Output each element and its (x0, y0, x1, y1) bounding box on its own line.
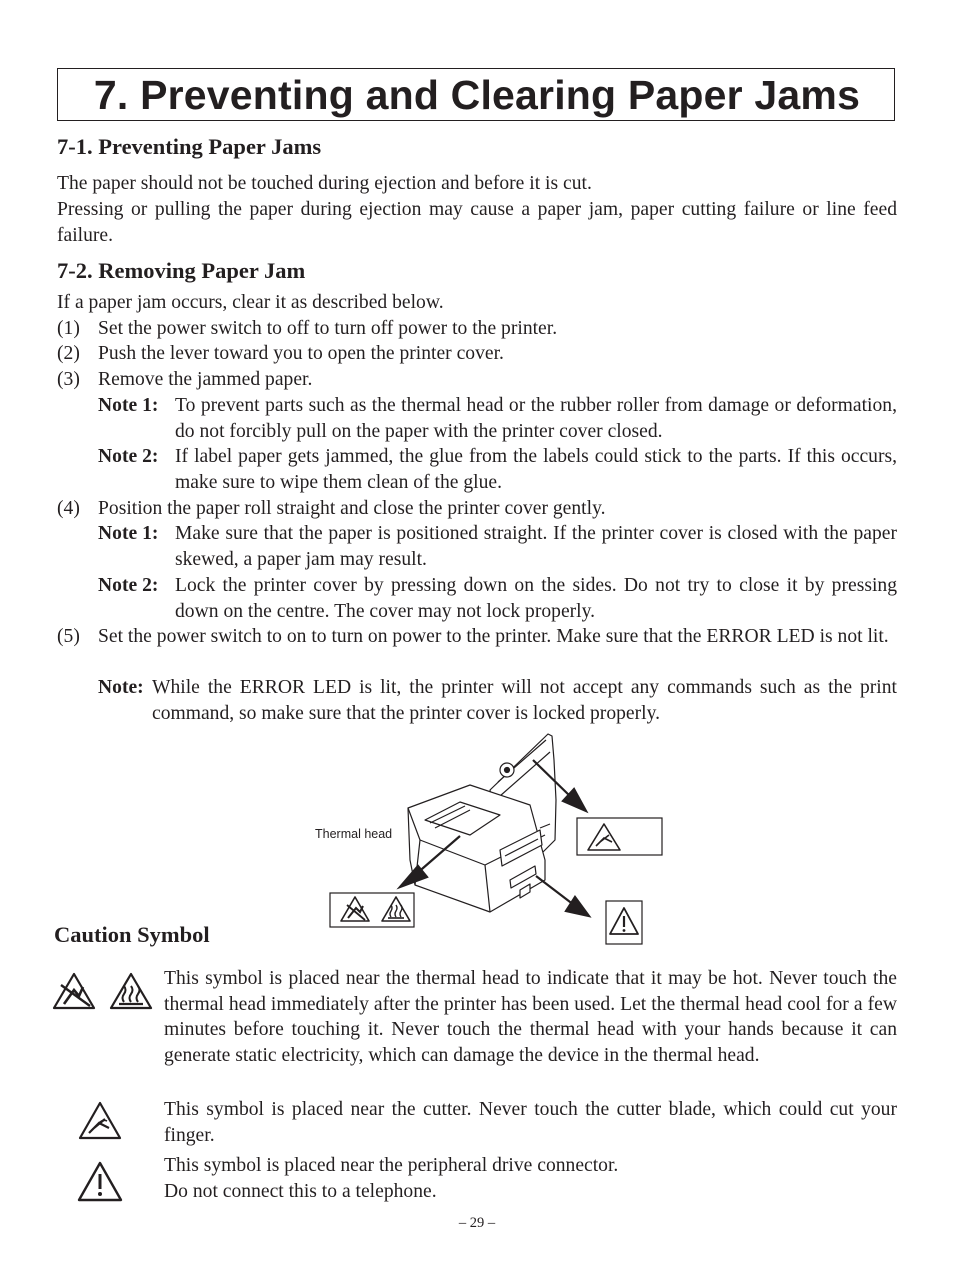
note-label: Note 1: (98, 523, 159, 544)
note-label: Note: (98, 677, 144, 698)
note-text: Lock the printer cover by pressing down on the sides. Do not try to close it by pressing down on the centre. The cover may not lock properly. (175, 575, 897, 622)
page-number: – 29 – (458, 1215, 496, 1231)
thermal-head-label: Thermal head (315, 827, 393, 841)
note-label: Note 2: (98, 575, 159, 596)
step-text: Set the power switch to on to turn on power to the printer. Make sure that the ERROR LED is not lit. (98, 626, 889, 647)
section-heading-removing: 7-2. Removing Paper Jam (57, 258, 306, 283)
step-number: (5) (57, 626, 80, 647)
caution-hot-static-icons (52, 970, 162, 1014)
page-title: 7. Preventing and Clearing Paper Jams (93, 72, 861, 118)
caution-text-telephone: Do not connect this to a telephone. (164, 1181, 437, 1202)
step-text: Push the lever toward you to open the printer cover. (98, 343, 504, 364)
step-number: (4) (57, 498, 80, 519)
caution-text-thermal: This symbol is placed near the thermal head to indicate that it may be hot. Never touch the thermal head immediately after the printer has been used. Let the thermal head cool for a few minutes before touching it. Never touch the thermal head with your hands because it can generate static electricity, which can damage the device in the thermal head. (164, 968, 897, 1066)
note-text: Make sure that the paper is positioned straight. If the printer cover is closed with the paper skewed, a paper jam may result. (175, 523, 897, 570)
step-number: (2) (57, 343, 80, 364)
s1-line2: Pressing or pulling the paper during ejection may cause a paper jam, paper cutting failure or line feed failure. (57, 199, 897, 246)
step-text: Position the paper roll straight and close the printer cover gently. (98, 498, 606, 519)
caution-text-cutter: This symbol is placed near the cutter. Never touch the cutter blade, which could cut your finger. (164, 1099, 897, 1146)
note-label: Note 2: (98, 446, 159, 467)
note-text: If label paper gets jammed, the glue from the labels could stick to the parts. If this occurs, make sure to wipe them clean of the glue. (175, 446, 897, 493)
step-text: Set the power switch to off to turn off power to the printer. (98, 318, 558, 339)
section-heading-preventing: 7-1. Preventing Paper Jams (57, 134, 322, 159)
title-box (57, 68, 895, 121)
no-touch-static-icon (54, 974, 94, 1008)
hot-surface-icon (111, 974, 151, 1008)
step-text: Remove the jammed paper. (98, 369, 313, 390)
caution-heading: Caution Symbol (54, 922, 210, 947)
warning-triangle-icon (76, 1160, 124, 1204)
note-text: While the ERROR LED is lit, the printer will not accept any commands such as the print command, so make sure that the printer cover is locked properly. (152, 677, 897, 724)
step-number: (1) (57, 318, 80, 339)
note-label: Note 1: (98, 395, 159, 416)
note-text: To prevent parts such as the thermal head or the rubber roller from damage or deformation, do not forcibly pull on the paper with the printer cover closed. (175, 395, 897, 442)
caution-text-connector: This symbol is placed near the peripheral drive connector. (164, 1155, 619, 1176)
printer-figure (300, 728, 670, 948)
s1-line1: The paper should not be touched during ejection and before it is cut. (57, 173, 592, 194)
cutter-finger-icon (76, 1100, 124, 1142)
s2-intro: If a paper jam occurs, clear it as described below. (57, 292, 444, 313)
step-number: (3) (57, 369, 80, 390)
